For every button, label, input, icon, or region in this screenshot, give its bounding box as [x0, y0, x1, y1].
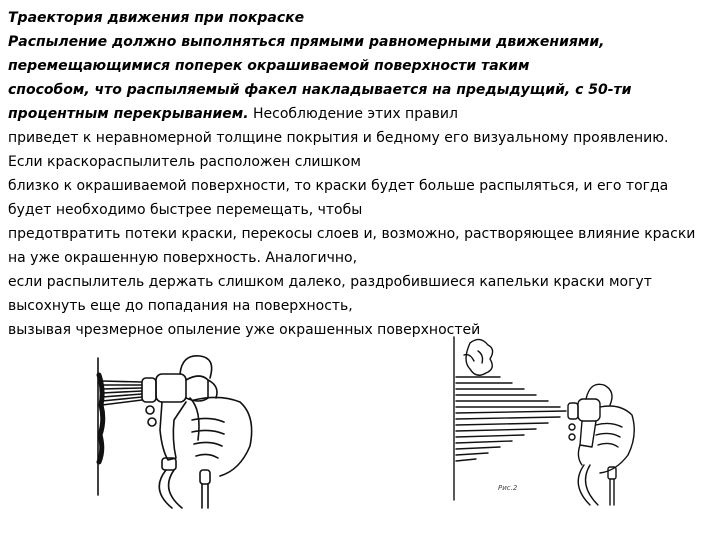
body-line-2: Если краскораспылитель расположен слишком — [8, 154, 361, 170]
intro-line-4 — [8, 102, 714, 126]
article-text — [8, 6, 714, 342]
intro-normal-tail: Несоблюдение этих правил — [248, 106, 458, 122]
body-line-4: будет необходимо быстрее перемещать, чтобы — [8, 202, 363, 218]
overspray-cloud — [466, 339, 493, 375]
intro-bold-tail: процентным перекрыванием. — [8, 106, 249, 122]
body-line-7: если распылитель держать слишком далеко, раздробившиеся капельки краски могут — [8, 274, 652, 290]
body-line-3: близко к окрашиваемой поверхности, то краски будет больше распыляться, и его тогда — [8, 178, 669, 194]
body-line-6: на уже окрашенную поверхность. Аналогично, — [8, 250, 358, 266]
intro-line-2: перемещающимися поперек окрашиваемой поверхности таким — [8, 58, 530, 74]
intro-line-1: Распыление должно выполняться прямыми равномерными движениями, — [8, 34, 605, 50]
figure-caption: Рис.2 — [498, 484, 518, 492]
spray-gun-close-illustration — [90, 350, 260, 510]
spray-gun-far-illustration — [440, 335, 640, 510]
article-title: Траектория движения при покраске — [8, 10, 305, 26]
body-line-1: приведет к неравномерной толщине покрытия и бедному его визуальному проявлению. — [8, 130, 669, 146]
body-line-9: вызывая чрезмерное опыление уже окрашенных поверхностей — [8, 322, 481, 338]
body-line-8: высохнуть еще до попадания на поверхность, — [8, 298, 353, 314]
body-line-5: предотвратить потеки краски, перекосы слоев и, возможно, растворяющее влияние краски — [8, 226, 696, 242]
paint-spot — [99, 375, 103, 462]
intro-line-3: способом, что распыляемый факел накладывается на предыдущий, с 50-ти — [8, 82, 632, 98]
